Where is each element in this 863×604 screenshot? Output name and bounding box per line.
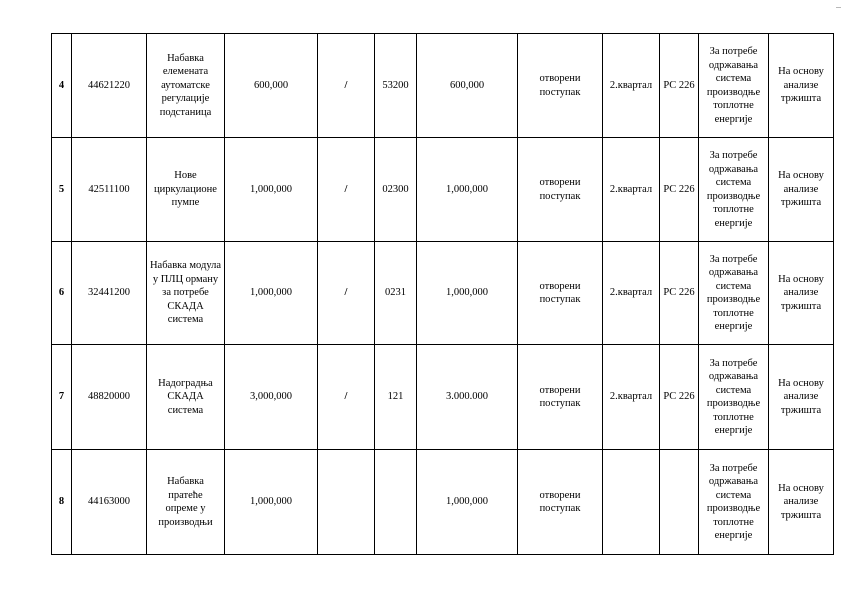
table-row — [52, 345, 834, 450]
table-row — [52, 450, 834, 555]
table-row — [52, 34, 834, 138]
purpose: За потребе одржавања система производње топлотне енергије — [699, 34, 769, 138]
row-number: 8 — [52, 450, 72, 555]
estimated-value: 600,000 — [225, 34, 318, 138]
purpose: За потребе одржавања система производње топлотне енергије — [699, 450, 769, 555]
purpose: За потребе одржавања система производње топлотне енергије — [699, 138, 769, 242]
table-row — [52, 138, 834, 242]
scan-speck — [836, 7, 841, 8]
item-name: Набавка модула у ПЛЦ орману за потребе СКАДА система — [147, 242, 225, 345]
planned-value: 1,000,000 — [417, 242, 518, 345]
row-number: 7 — [52, 345, 72, 450]
slash-cell: / — [318, 34, 375, 138]
procedure-type: отворени поступак — [518, 34, 603, 138]
item-name: Набавка елемената аутоматске регулације подстаница — [147, 34, 225, 138]
item-name: Нове циркулационе пумпе — [147, 138, 225, 242]
purpose: За потребе одржавања система производње топлотне енергије — [699, 345, 769, 450]
procedure-type: отворени поступак — [518, 450, 603, 555]
cpv-code: 32441200 — [72, 242, 147, 345]
estimated-value: 1,000,000 — [225, 138, 318, 242]
rc-code: РС 226 — [660, 34, 699, 138]
estimated-value: 1,000,000 — [225, 242, 318, 345]
estimated-value: 3,000,000 — [225, 345, 318, 450]
cpv-code: 48820000 — [72, 345, 147, 450]
estimated-value: 1,000,000 — [225, 450, 318, 555]
planned-value: 600,000 — [417, 34, 518, 138]
slash-cell: / — [318, 242, 375, 345]
quarter — [603, 450, 660, 555]
row-number: 5 — [52, 138, 72, 242]
account-code: 53200 — [375, 34, 417, 138]
account-code: 0231 — [375, 242, 417, 345]
rc-code: РС 226 — [660, 138, 699, 242]
cpv-code: 42511100 — [72, 138, 147, 242]
procedure-type: отворени поступак — [518, 138, 603, 242]
procedure-type: отворени поступак — [518, 345, 603, 450]
planned-value: 1,000,000 — [417, 450, 518, 555]
row-number: 4 — [52, 34, 72, 138]
planned-value: 1,000,000 — [417, 138, 518, 242]
quarter: 2.квартал — [603, 34, 660, 138]
procedure-type: отворени поступак — [518, 242, 603, 345]
cpv-code: 44163000 — [72, 450, 147, 555]
rc-code: РС 226 — [660, 345, 699, 450]
rc-code: РС 226 — [660, 242, 699, 345]
slash-cell — [318, 450, 375, 555]
table-row — [52, 242, 834, 345]
item-name: Надоградња СКАДА система — [147, 345, 225, 450]
planned-value: 3.000.000 — [417, 345, 518, 450]
rc-code — [660, 450, 699, 555]
account-code — [375, 450, 417, 555]
basis: На основу анализе тржишта — [769, 345, 834, 450]
basis: На основу анализе тржишта — [769, 450, 834, 555]
quarter: 2.квартал — [603, 345, 660, 450]
account-code: 02300 — [375, 138, 417, 242]
quarter: 2.квартал — [603, 242, 660, 345]
slash-cell: / — [318, 138, 375, 242]
basis: На основу анализе тржишта — [769, 138, 834, 242]
basis: На основу анализе тржишта — [769, 34, 834, 138]
account-code: 121 — [375, 345, 417, 450]
slash-cell: / — [318, 345, 375, 450]
procurement-table — [51, 33, 834, 555]
item-name: Набавка пратеће опреме у производњи — [147, 450, 225, 555]
cpv-code: 44621220 — [72, 34, 147, 138]
basis: На основу анализе тржишта — [769, 242, 834, 345]
purpose: За потребе одржавања система производње топлотне енергије — [699, 242, 769, 345]
quarter: 2.квартал — [603, 138, 660, 242]
row-number: 6 — [52, 242, 72, 345]
